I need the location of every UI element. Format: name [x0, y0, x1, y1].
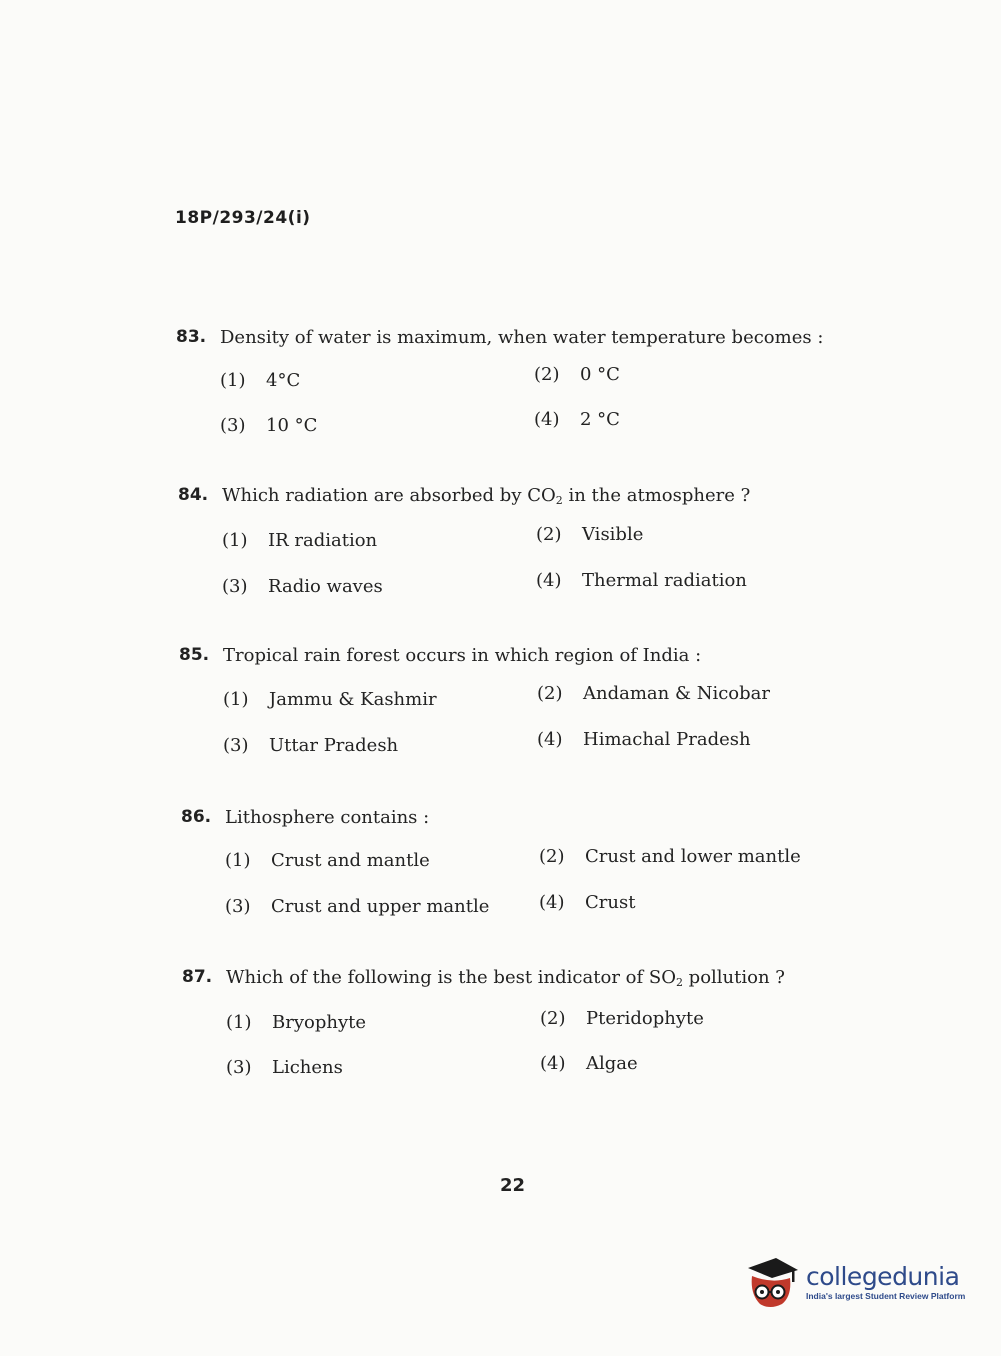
- option-3: (3) 10 °C: [220, 415, 318, 436]
- option-text: 10 °C: [266, 415, 318, 436]
- option-4: (4) Algae: [540, 1053, 638, 1074]
- option-3: (3) Uttar Pradesh: [223, 735, 399, 756]
- option-3: (3) Radio waves: [222, 576, 383, 597]
- option-text: Lichens: [272, 1057, 343, 1078]
- collegedunia-logo: [742, 1250, 972, 1315]
- question-87: [182, 967, 785, 1079]
- question-84: [178, 485, 750, 597]
- question-text: Lithosphere contains :: [225, 807, 430, 828]
- question-86: [181, 807, 801, 918]
- option-2: (2) Crust and lower mantle: [539, 846, 801, 867]
- question-text: Which radiation are absorbed by $CO_2$ in the atmosphere ?: [222, 485, 751, 507]
- question-number: 84.: [178, 485, 209, 505]
- option-text: Andaman & Nicobar: [583, 683, 770, 704]
- option-text: Crust and lower mantle: [585, 846, 801, 867]
- option-text: Jammu & Kashmir: [269, 689, 437, 710]
- logo-name: collegedunia: [806, 1262, 960, 1292]
- option-1: (1) Bryophyte: [226, 1012, 367, 1033]
- question-83: [176, 327, 823, 438]
- question-number: 86.: [181, 807, 212, 827]
- option-text: Crust and mantle: [271, 850, 430, 871]
- question-text: Density of water is maximum, when water temperature becomes :: [220, 327, 824, 348]
- option-4: (4) Himachal Pradesh: [537, 729, 751, 750]
- logo-tagline: India's largest Student Review Platform: [806, 1290, 966, 1301]
- question-number: 83.: [176, 327, 207, 347]
- option-text: Crust: [585, 892, 636, 913]
- option-text: Bryophyte: [272, 1012, 367, 1033]
- option-4: (4) Thermal radiation: [536, 570, 747, 591]
- option-3: (3) Lichens: [226, 1057, 343, 1078]
- question-number: 87.: [182, 967, 213, 987]
- option-text: Algae: [586, 1053, 638, 1074]
- option-text: Radio waves: [268, 576, 383, 597]
- option-4: (4) 2 °C: [534, 409, 620, 430]
- mascot-icon: [742, 1254, 800, 1312]
- option-1: (1) Crust and mantle: [225, 850, 430, 871]
- option-text: 4°C: [266, 370, 301, 391]
- option-2: (2) Andaman & Nicobar: [537, 683, 770, 704]
- option-text: Pteridophyte: [586, 1008, 704, 1029]
- question-text: Which of the following is the best indicator of $SO_2$ pollution ?: [226, 967, 785, 989]
- page-number: 22: [500, 1175, 526, 1196]
- option-2: (2) Pteridophyte: [540, 1008, 704, 1029]
- option-text: Uttar Pradesh: [269, 735, 399, 756]
- option-text: Himachal Pradesh: [583, 729, 751, 750]
- option-1: (1) 4°C: [220, 370, 301, 391]
- option-4: (4) Crust: [539, 892, 636, 913]
- option-2: (2) 0 °C: [534, 364, 620, 385]
- option-1: (1) Jammu & Kashmir: [223, 689, 437, 710]
- option-3: (3) Crust and upper mantle: [225, 896, 490, 917]
- option-text: IR radiation: [268, 530, 378, 551]
- option-text: 0 °C: [580, 364, 620, 385]
- paper-code: 18P/293/24(i): [175, 208, 311, 228]
- option-text: Thermal radiation: [582, 570, 747, 591]
- option-2: (2) Visible: [536, 524, 644, 545]
- option-text: 2 °C: [580, 409, 620, 430]
- question-85: [179, 645, 770, 756]
- question-number: 85.: [179, 645, 210, 665]
- option-1: (1) IR radiation: [222, 530, 378, 551]
- option-text: Crust and upper mantle: [271, 896, 490, 917]
- question-text: Tropical rain forest occurs in which region of India :: [223, 645, 702, 666]
- option-text: Visible: [582, 524, 644, 545]
